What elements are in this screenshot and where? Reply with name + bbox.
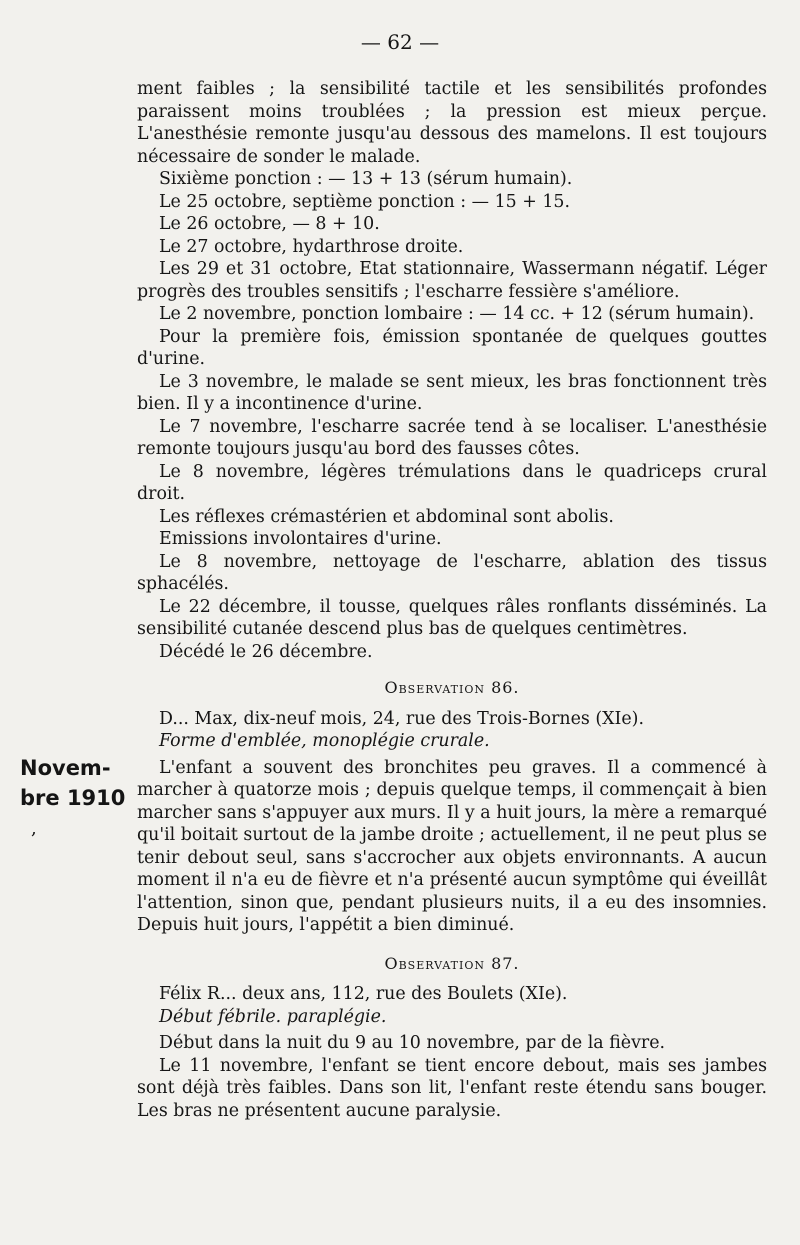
observation-86-subtitle: Forme d'emblée, monoplégie crurale.	[159, 731, 490, 751]
paragraph: Emissions involontaires d'urine.	[159, 529, 442, 549]
paragraph: Le 27 octobre, hydarthrose droite.	[159, 236, 464, 257]
paragraph: ment faibles ; la sensibilité tactile et les sensibilités profondes paraissent moins troublées ; la pression est mieux perçue. L'anesthésie remonte jusqu'au dessous des mamelons. Il est toujours nécessaire de sonder le malade.	[137, 79, 767, 167]
paragraph: Le 26 octobre, — 8 + 10.	[159, 214, 380, 234]
paragraph: Le 3 novembre, le malade se sent mieux, les bras fonctionnent très bien. Il y a incontinence d'urine.	[137, 371, 767, 414]
observation-86-patient: D... Max, dix-neuf mois, 24, rue des Trois-Bornes (XIe).	[159, 708, 644, 729]
paragraph: Les 29 et 31 octobre, Etat stationnaire, Wassermann négatif. Léger progrès des troubles sensitifs ; l'escharre fessière s'améliore.	[137, 259, 767, 302]
margin-dot: ,	[31, 818, 37, 839]
paragraph: Le 8 novembre, légères trémulations dans le quadriceps crural droit.	[137, 461, 767, 504]
observation-87-patient: Félix R... deux ans, 112, rue des Boulets (XIe).	[159, 984, 568, 1004]
observation-86-title: Observation 86.	[384, 678, 520, 697]
paragraph: Le 22 décembre, il tousse, quelques râles ronflants disséminés. La sensibilité cutanée descend plus bas de quelques centimètres.	[137, 596, 767, 639]
observation-87-subtitle: Début fébrile. paraplégie.	[159, 1006, 387, 1027]
observation-87-paragraph-2: Le 11 novembre, l'enfant se tient encore debout, mais ses jambes sont déjà très faibles. Dans son lit, l'enfant reste étendu sans bouger. Les bras ne présentent aucune paralysie.	[137, 1055, 767, 1121]
observation-continuation	[137, 78, 767, 1122]
observation-87-title: Observation 87.	[384, 953, 520, 973]
paragraph: Le 8 novembre, nettoyage de l'escharre, ablation des tissus sphacélés.	[137, 551, 767, 594]
page-number: — 62 —	[360, 30, 440, 54]
paragraph: Le 25 octobre, septième ponction : — 15 + 15.	[159, 191, 570, 212]
paragraph: Le 7 novembre, l'escharre sacrée tend à se localiser. L'anesthésie remonte toujours jusqu'au bord des fausses côtes.	[137, 416, 767, 459]
paragraph: Le 2 novembre, ponction lombaire : — 14 cc. + 12 (sérum humain).	[159, 304, 755, 324]
paragraph: Décédé le 26 décembre.	[159, 641, 373, 662]
observation-86-text: L'enfant a souvent des bronchites peu graves. Il a commencé à marcher à quatorze mois ; depuis quelque temps, il commençait à bien marcher sans s'appuyer aux murs. Il y a huit jours, la mère a remarqué qu'il boitait surtout de la jambe droite ; actuellement, il ne peut plus se tenir debout seul, sans s'accrocher aux objets environnants. A aucun moment il n'a eu de fièvre et n'a présenté aucun symptôme qui éveillât l'attention, sinon que, pendant plusieurs nuits, il a eu des insomnies. Depuis huit jours, l'appétit a bien diminué.	[137, 757, 767, 935]
observation-87-paragraph-1: Début dans la nuit du 9 au 10 novembre, par de la fièvre.	[159, 1033, 666, 1053]
paragraph: Les réflexes crémastérien et abdominal sont abolis.	[159, 506, 614, 527]
margin-note-line-2: bre 1910	[20, 786, 126, 810]
margin-date-note	[20, 753, 125, 813]
paragraph: Sixième ponction : — 13 + 13 (sérum humain).	[159, 169, 573, 189]
paragraph: Pour la première fois, émission spontanée de quelques gouttes d'urine.	[137, 326, 767, 369]
margin-note-line-1: Novem-	[20, 756, 111, 780]
